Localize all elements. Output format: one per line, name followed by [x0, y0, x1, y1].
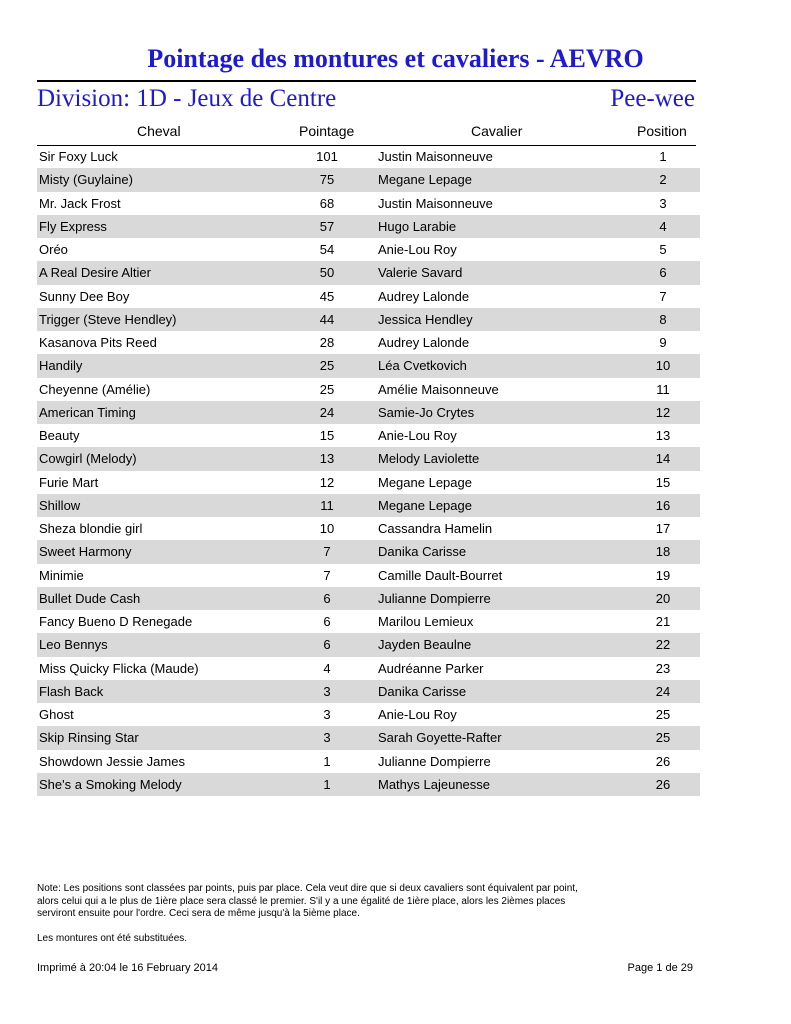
cell-horse: Fancy Bueno D Renegade — [39, 614, 193, 629]
cell-horse: Trigger (Steve Hendley) — [39, 311, 177, 327]
cell-rider: Justin Maisonneuve — [378, 195, 493, 211]
cell-points: 68 — [319, 195, 335, 211]
printed-timestamp: Imprimé à 20:04 le 16 February 2014 — [37, 962, 218, 974]
cell-points: 6 — [323, 614, 331, 629]
table-row — [37, 494, 700, 517]
table-row — [37, 401, 700, 424]
cell-points: 11 — [320, 497, 334, 513]
cell-rider: Camille Dault-Bourret — [378, 567, 503, 583]
cell-points: 10 — [319, 521, 335, 536]
cell-position: 20 — [655, 590, 671, 606]
cell-horse: Misty (Guylaine) — [39, 172, 133, 188]
cell-horse: Flash Back — [39, 683, 104, 699]
cell-horse: American Timing — [39, 404, 136, 420]
cell-position: 26 — [655, 776, 671, 792]
cell-rider: Megane Lepage — [378, 474, 472, 490]
cell-position: 6 — [659, 265, 667, 281]
table-row — [37, 145, 700, 168]
cell-position: 1 — [659, 149, 667, 164]
table-row — [37, 680, 700, 703]
column-header-points: Pointage — [299, 123, 355, 139]
page-number: Page 1 de 29 — [627, 962, 693, 974]
cell-position: 24 — [655, 683, 671, 699]
cell-points: 4 — [323, 660, 331, 676]
cell-rider: Julianne Dompierre — [378, 753, 491, 769]
table-row — [37, 331, 700, 354]
cell-position: 25 — [655, 707, 671, 722]
table-row — [37, 564, 700, 587]
cell-rider: Danika Carisse — [378, 544, 467, 560]
table-row — [37, 261, 700, 284]
cell-points: 1 — [323, 776, 331, 792]
cell-rider: Marilou Lemieux — [378, 614, 474, 629]
cell-rider: Hugo Larabie — [378, 218, 457, 234]
cell-horse: Sheza blondie girl — [39, 521, 143, 536]
cell-position: 12 — [655, 404, 671, 420]
table-row — [37, 703, 700, 726]
cell-points: 15 — [319, 428, 335, 443]
cell-position: 18 — [655, 544, 671, 560]
cell-rider: Audrey Lalonde — [378, 335, 470, 350]
cell-horse: Oréo — [39, 242, 68, 257]
cell-horse: Bullet Dude Cash — [39, 590, 141, 606]
cell-rider: Danika Carisse — [378, 683, 467, 699]
cell-rider: Sarah Goyette-Rafter — [378, 730, 502, 746]
cell-rider: Amélie Maisonneuve — [378, 381, 499, 397]
cell-points: 50 — [319, 265, 335, 281]
cell-points: 101 — [316, 149, 338, 164]
table-row — [37, 610, 700, 633]
table-row — [37, 633, 700, 656]
page-title: Pointage des montures et cavaliers - AEVRO — [147, 44, 644, 73]
cell-horse: A Real Desire Altier — [39, 265, 151, 281]
cell-rider: Samie-Jo Crytes — [378, 404, 475, 420]
cell-horse: Fly Express — [39, 218, 107, 234]
table-row — [37, 424, 700, 447]
cell-position: 8 — [659, 311, 667, 327]
cell-position: 17 — [655, 521, 671, 536]
cell-points: 6 — [323, 590, 331, 606]
cell-position: 16 — [655, 497, 671, 513]
cell-rider: Megane Lepage — [378, 497, 472, 513]
cell-position: 2 — [659, 172, 667, 188]
cell-points: 12 — [319, 474, 335, 490]
cell-points: 25 — [319, 381, 335, 397]
cell-position: 25 — [655, 730, 671, 746]
cell-points: 25 — [319, 358, 335, 374]
cell-horse: Sweet Harmony — [39, 544, 132, 560]
column-header-position: Position — [637, 123, 687, 139]
cell-position: 3 — [659, 195, 667, 211]
cell-horse: Ghost — [39, 707, 74, 722]
cell-position: 26 — [655, 753, 671, 769]
cell-points: 28 — [319, 335, 335, 350]
table-row — [37, 750, 700, 773]
cell-points: 1 — [323, 753, 331, 769]
cell-position: 21 — [655, 614, 671, 629]
table-header — [37, 122, 696, 144]
cell-position: 14 — [655, 451, 671, 467]
cell-points: 13 — [319, 451, 335, 467]
cell-rider: Anie-Lou Roy — [378, 242, 457, 257]
table-row — [37, 215, 700, 238]
cell-horse: She's a Smoking Melody — [39, 776, 182, 792]
cell-points: 57 — [319, 218, 335, 234]
cell-points: 44 — [319, 311, 335, 327]
cell-rider: Audrey Lalonde — [378, 288, 470, 304]
cell-position: 4 — [659, 218, 667, 234]
cell-points: 7 — [323, 567, 331, 583]
table-row — [37, 517, 700, 540]
cell-horse: Minimie — [39, 567, 84, 583]
cell-points: 3 — [323, 683, 331, 699]
table-row — [37, 168, 700, 191]
cell-rider: Anie-Lou Roy — [378, 428, 457, 443]
cell-rider: Megane Lepage — [378, 172, 472, 188]
table-row — [37, 657, 700, 680]
cell-rider: Melody Laviolette — [378, 451, 480, 467]
cell-horse: Shillow — [39, 497, 81, 513]
cell-position: 5 — [659, 242, 667, 257]
cell-rider: Jessica Hendley — [378, 311, 473, 327]
cell-rider: Audréanne Parker — [378, 660, 484, 676]
cell-rider: Mathys Lajeunesse — [378, 776, 491, 792]
cell-horse: Cowgirl (Melody) — [39, 451, 137, 467]
table-row — [37, 285, 700, 308]
cell-rider: Julianne Dompierre — [378, 590, 491, 606]
substitution-note: Les montures ont été substituées. — [37, 933, 188, 944]
cell-points: 6 — [323, 637, 331, 653]
cell-horse: Beauty — [39, 428, 80, 443]
ranking-note: Note: Les positions sont classées par points, puis par place. Cela veut dire que si deux cavaliers sont équivalent par point, alors celui qui a le plus de 1ière place sera classé le premier. S'il y a une égalité de 1ière place, alors les 2ièmes places serviront ensuite pour l'ordre. Ceci sera de même jusqu'à la 5ième place. — [37, 883, 578, 919]
table-row — [37, 378, 700, 401]
cell-position: 13 — [655, 428, 671, 443]
cell-horse: Sunny Dee Boy — [39, 288, 130, 304]
cell-horse: Kasanova Pits Reed — [39, 335, 157, 350]
cell-horse: Sir Foxy Luck — [39, 149, 118, 164]
title-rule — [37, 80, 696, 82]
table-row — [37, 773, 700, 796]
cell-horse: Cheyenne (Amélie) — [39, 381, 151, 397]
table-row — [37, 471, 700, 494]
column-header-horse: Cheval — [137, 123, 181, 139]
cell-horse: Showdown Jessie James — [39, 753, 185, 769]
cell-position: 7 — [659, 288, 667, 304]
cell-rider: Cassandra Hamelin — [378, 521, 493, 536]
table-row — [37, 308, 700, 331]
table-row — [37, 192, 700, 215]
cell-points: 54 — [319, 242, 335, 257]
division-label: Division: 1D - Jeux de Centre — [37, 85, 337, 112]
table-row — [37, 354, 700, 377]
cell-points: 45 — [319, 288, 335, 304]
cell-position: 22 — [655, 637, 671, 653]
cell-rider: Justin Maisonneuve — [378, 149, 493, 164]
cell-points: 3 — [323, 730, 331, 746]
cell-position: 10 — [655, 358, 671, 374]
table-row — [37, 447, 700, 470]
cell-rider: Valerie Savard — [378, 265, 463, 281]
table-row — [37, 238, 700, 261]
cell-rider: Jayden Beaulne — [378, 637, 472, 653]
cell-points: 75 — [319, 172, 335, 188]
cell-horse: Mr. Jack Frost — [39, 195, 121, 211]
cell-position: 19 — [655, 567, 671, 583]
table-row — [37, 540, 700, 563]
cell-rider: Léa Cvetkovich — [378, 358, 467, 374]
cell-position: 23 — [655, 660, 671, 676]
cell-points: 7 — [323, 544, 331, 560]
results-table — [37, 145, 700, 796]
cell-points: 24 — [319, 404, 335, 420]
table-row — [37, 726, 700, 749]
cell-position: 9 — [659, 335, 667, 350]
cell-rider: Anie-Lou Roy — [378, 707, 457, 722]
column-header-rider: Cavalier — [471, 123, 523, 139]
cell-position: 11 — [656, 381, 670, 397]
table-row — [37, 587, 700, 610]
cell-horse: Skip Rinsing Star — [39, 730, 139, 746]
cell-horse: Miss Quicky Flicka (Maude) — [39, 660, 199, 676]
cell-horse: Handily — [39, 358, 83, 374]
cell-horse: Furie Mart — [39, 474, 99, 490]
cell-horse: Leo Bennys — [39, 637, 108, 653]
cell-points: 3 — [323, 707, 331, 722]
cell-position: 15 — [655, 474, 671, 490]
level-label: Pee-wee — [610, 85, 695, 112]
